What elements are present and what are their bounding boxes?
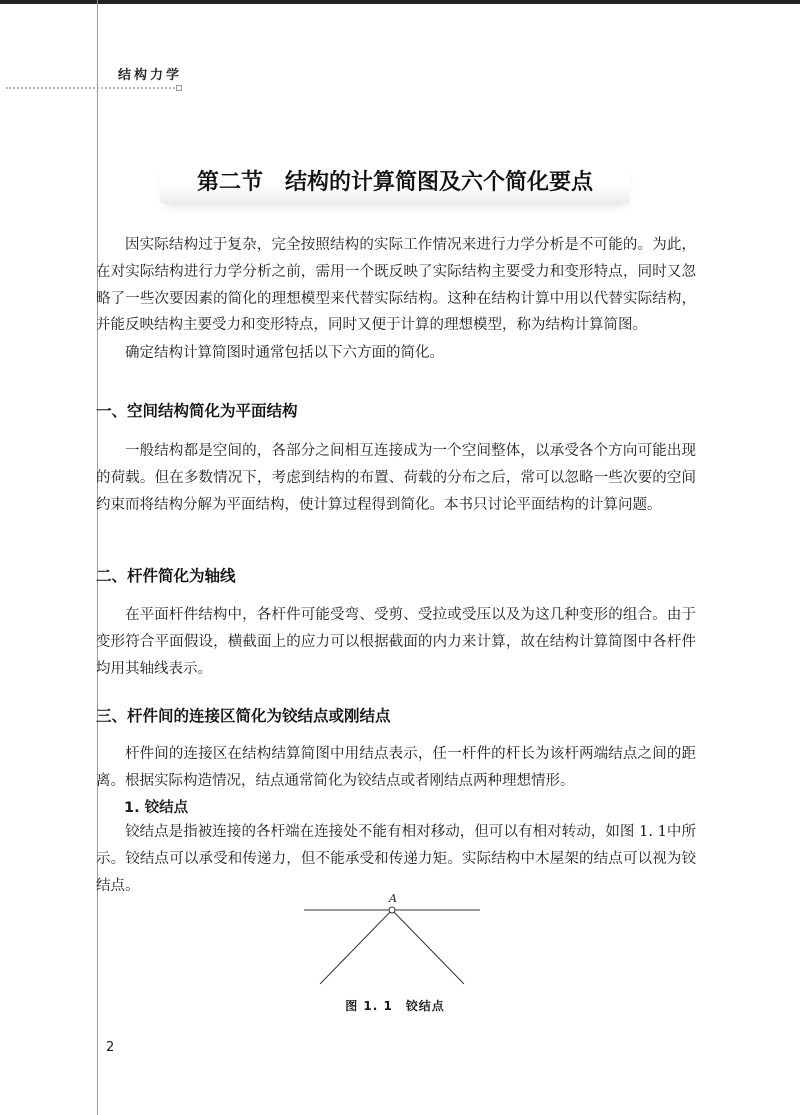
intro-paragraph-2: 确定结构计算简图时通常包括以下六方面的简化。 (125, 345, 444, 361)
hinge-joint-diagram (300, 890, 484, 990)
running-head-rule (6, 87, 178, 89)
part-1-paragraph: 一般结构都是空间的，各部分之间相互连接成为一个空间整体，以承受各个方向可能出现的荷载。但在多数情况下，考虑到结构的布置、荷载的分布之后，常可以忽略一些次要的空间约束而将结构分解为平面结构，使计算过程得到简化。本书只讨论平面结构的计算问题。 (96, 443, 696, 513)
figure-hinge-joint (300, 890, 484, 990)
part-2-paragraph: 在平面杆件结构中，各杆件可能受弯、受剪、受拉或受压以及为这几种变形的组合。由于变形符合平面假设，横截面上的应力可以根据截面的内力来计算，故在结构计算简图中各杆件均用其轴线表示。 (96, 607, 696, 677)
part-3-paragraph: 杆件间的连接区在结构结算简图中用结点表示，任一杆件的杆长为该杆两端结点之间的距离。根据实际构造情况，结点通常简化为铰结点或者刚结点两种理想情形。 (96, 746, 696, 789)
heading-part-1: 一、空间结构简化为平面结构 (96, 402, 298, 420)
page-number: 2 (106, 1040, 115, 1055)
left-inclined-member (320, 910, 392, 984)
page-top-border (0, 0, 800, 4)
heading-part-2: 二、杆件简化为轴线 (96, 567, 236, 585)
hinge-joint-paragraph: 铰结点是指被连接的各杆端在连接处不能有相对移动，但可以有相对转动，如图 1. 1中所示。铰结点可以承受和传递力，但不能承受和传递力矩。实际结构中木屋架的结点可以视为铰结点。 (96, 824, 696, 894)
hinge-node (389, 907, 395, 913)
node-label-a: A (389, 892, 397, 905)
running-head-rule-end (176, 85, 182, 91)
heading-part-3: 三、杆件间的连接区简化为铰结点或刚结点 (96, 707, 391, 725)
heading-hinge-joint: 1. 铰结点 (124, 800, 189, 816)
running-head: 结构力学 (118, 68, 183, 83)
margin-rule (97, 0, 98, 1115)
intro-paragraph-1: 因实际结构过于复杂，完全按照结构的实际工作情况来进行力学分析是不可能的。为此，在对实际结构进行力学分析之前，需用一个既反映了实际结构主要受力和变形特点，同时又忽略了一些次要因素的简化的理想模型来代替实际结构。这种在结构计算中用以代替实际结构，并能反映结构主要受力和变形特点，同时又便于计算的理想模型，称为结构计算简图。 (96, 237, 696, 334)
right-inclined-member (392, 910, 464, 984)
figure-caption: 图 1. 1 铰结点 (345, 999, 445, 1013)
section-title: 第二节 结构的计算简图及六个简化要点 (160, 160, 630, 204)
